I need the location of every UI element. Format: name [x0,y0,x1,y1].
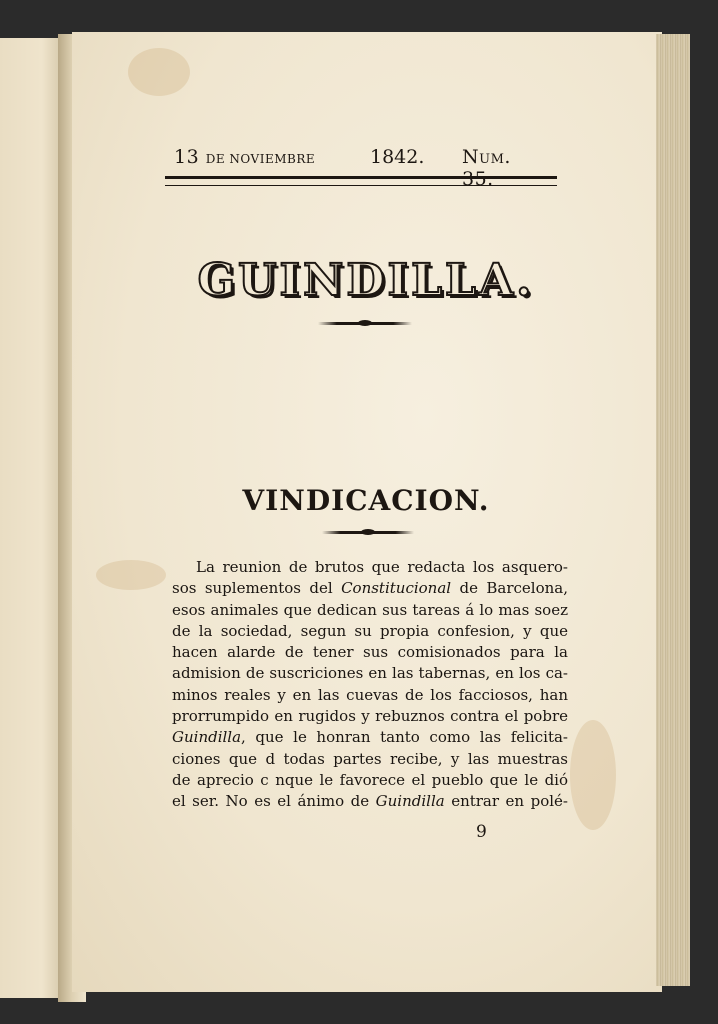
article-line-text: , que le honran tanto como las felicita- [241,728,568,747]
article-line-text: sos suplementos del [172,579,342,598]
article-line-text: de Barcelona, [451,579,568,598]
issue-month: DE NOVIEMBRE [205,152,316,166]
header-rule [165,176,557,186]
article-line-text: entrar en polé- [444,792,568,811]
issue-number: Num. 35. [462,146,511,190]
article-line [172,600,568,621]
masthead-ornament-center [358,320,372,326]
issue-date [174,146,315,168]
article-line [172,621,568,642]
article-line-emphasis: Guindilla [375,792,445,811]
page-stack-edge [656,34,690,986]
article-line [172,663,568,684]
article-line-text: admision de suscriciones en las tabernas, en los ca- [172,664,568,683]
paper-stain [96,560,166,590]
article-line-text: de la sociedad, segun su propia confesion, y que [172,621,568,640]
article-line-text: esos animales que dedican sus tareas á lo mas soez [172,600,568,619]
article-line [172,770,568,791]
article-title: VINDICACION. [242,484,490,517]
article-line [172,706,568,727]
article-line [172,791,568,812]
issue-header [172,144,544,190]
article-line-text: prorrumpido en rugidos y rebuznos contra el pobre [172,707,568,726]
article-line-emphasis: Guindilla [172,728,242,747]
article-line [172,685,568,706]
article-line-text: hacen alarde de tener sus comisionados para la [172,643,568,662]
article-body [172,557,568,813]
article-line-text: el ser. No es el ánimo de [172,792,376,811]
page-number: 9 [476,822,487,842]
article-line [172,749,568,770]
issue-day: 13 [174,146,200,168]
article-line [172,727,568,748]
paper-stain [128,48,190,96]
article-line-text: de aprecio c nque le favorece el pueblo que le dió [172,770,568,789]
article-line [172,557,568,578]
article-line [172,642,568,663]
masthead-title: GUINDILLA. [197,255,535,306]
paper-stain [570,720,616,830]
article-line [172,578,568,599]
article-line-text: minos reales y en las cuevas de los facciosos, han [172,685,568,704]
article-line-text: La reunion de brutos que redacta los asquero- [196,558,568,576]
issue-year: 1842. [370,146,425,168]
article-line-emphasis: Constitucional [341,579,452,598]
article-line-text: ciones que d todas partes recibe, y las muestras [172,749,568,768]
title-ornament-center [361,529,375,535]
